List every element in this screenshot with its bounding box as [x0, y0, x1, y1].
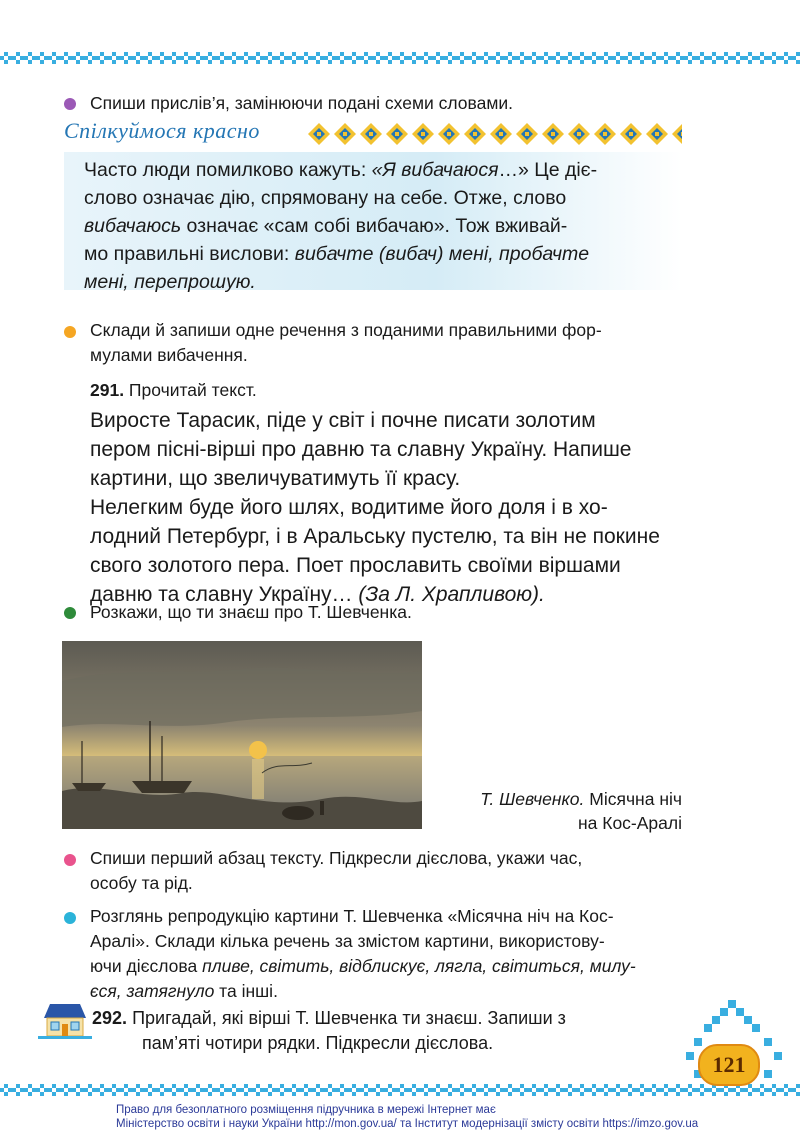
footer-line-2: Міністерство освіти і науки України http://mon.gov.ua/ та Інститут модернізації змісту освіти https://imzo.gov.ua [116, 1118, 699, 1130]
tip-ornament [306, 121, 682, 147]
page-number: 121 [698, 1044, 760, 1086]
task-copy-proverbs: Спиши прислів’я, замінюючи подані схеми словами. [90, 93, 514, 113]
reading-text: Виросте Тарасик, піде у світ і почне писати золотим пером пісні-вірші про давню та славну Україну. Напише картини, що звеличуватимуть її красу. Нелегким буде його шлях, водитиме його доля і в хо- лодний Петербург, і в Аральську пустелю, та він не покине свого золотого пера. Поет прославить своїми віршами давню та славну Україну… (За Л. Храпливою). [90, 409, 660, 606]
bullet-pink [64, 854, 76, 866]
task-compose-sentence: Склади й запиши одне речення з поданими правильними фор- мулами вибачення. [90, 320, 602, 365]
task-describe-painting: Розглянь репродукцію картини Т. Шевченка «Місячна ніч на Кос- Аралі». Склади кілька речень за змістом картини, використову- ючи дієслова пливе, світить, відблискує, лягла, світиться, милу- єся, затягнуло та інші. [90, 906, 636, 1001]
top-ornament-border [0, 52, 800, 64]
exercise-292: 292. Пригадай, які вірші Т. Шевченка ти знаєш. Запиши з пам’яті чотири рядки. Підкресли дієслова. [92, 1008, 566, 1053]
bullet-purple [64, 98, 76, 110]
tip-title: Спілкуймося красно [64, 118, 260, 143]
bullet-cyan [64, 912, 76, 924]
footer-line-1: Право для безоплатного розміщення підручника в мережі Інтернет має [116, 1104, 496, 1116]
bullet-orange [64, 326, 76, 338]
exercise-291: 291. Прочитай текст. [90, 380, 257, 400]
house-icon [38, 1000, 92, 1040]
bullet-green [64, 607, 76, 619]
painting-moonlit-night [62, 641, 422, 829]
tip-text: Часто люди помилково кажуть: «Я вибачаюся…» Це діє- слово означає дію, спрямовану на себе. Отже, слово вибачаюсь означає «сам собі вибачаю». Тож вживай- мо правильні вислови: вибачте (вибач) мені, пробачте мені, перепрошую. [84, 159, 598, 293]
task-tell-about-shevchenko: Розкажи, що ти знаєш про Т. Шевченка. [90, 602, 412, 622]
bottom-ornament-border [0, 1084, 800, 1096]
painting-caption: Т. Шевченко. Місячна ніч на Кос-Аралі [480, 789, 682, 833]
task-copy-paragraph: Спиши перший абзац тексту. Підкресли дієслова, укажи час, особу та рід. [90, 848, 583, 893]
